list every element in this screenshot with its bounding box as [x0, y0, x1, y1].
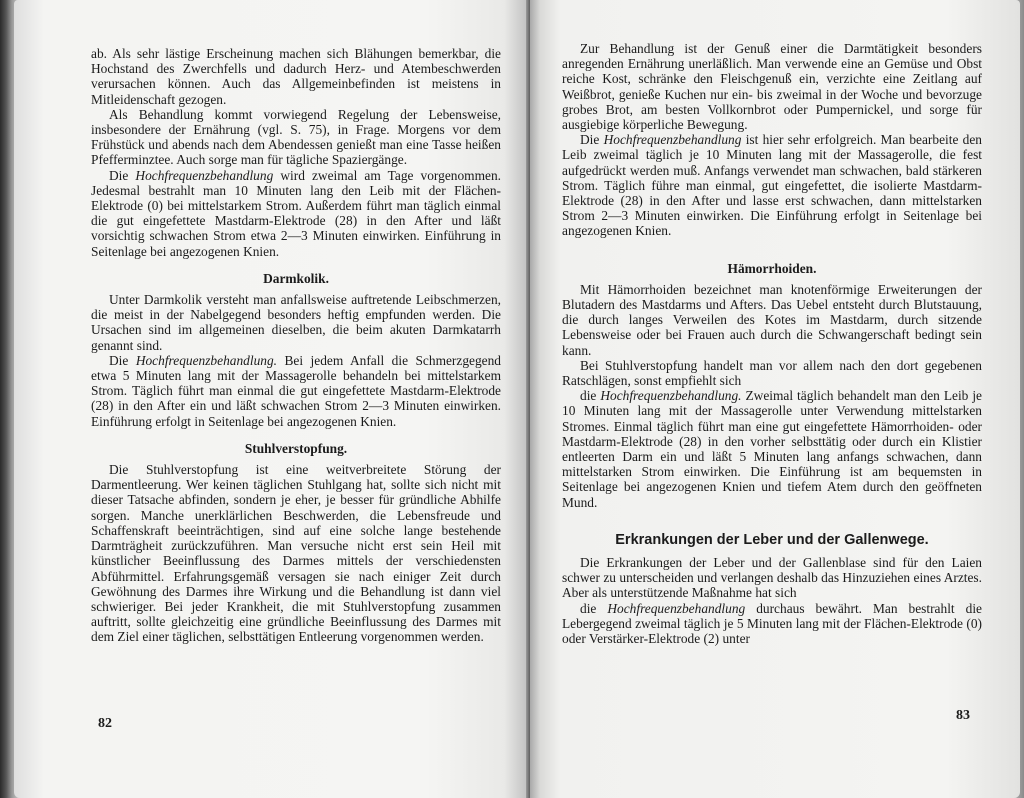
left-paragraph-5-em: Hochfrequenzbehandlung.	[135, 352, 278, 368]
left-paragraph-4: Unter Darmkolik versteht man anfallsweise auftretende Leibschmerzen, die meist in der Nabelgegend besonders heftig empfunden werden. Die Ursachen sind im allgemeinen dieselben, die beim akuten Darmkatarrh genannt sind.	[91, 292, 501, 353]
right-paragraph-5-em: Hochfrequenzbehandlung.	[600, 388, 742, 404]
right-paragraph-7-post: durchaus bewährt. Man bestrahlt die Lebergegend zweimal täglich je 5 Minuten lang mit der Flächen-Elektrode (0) oder Verstärker-Elektrode (2) unter	[562, 600, 982, 646]
left-page	[14, 0, 530, 798]
left-paragraph-5	[91, 353, 501, 429]
left-paragraph-3-em: Hochfrequenzbehandlung	[135, 167, 274, 183]
left-paragraph-2: Als Behandlung kommt vorwiegend Regelung der Lebensweise, insbesondere der Ernährung (vgl. S. 75), in Frage. Morgens vor dem Frühstück und abends nach dem Abendessen genießt man eine Tasse heißen Pfefferminztee. Auch sorge man für tägliche Spaziergänge.	[91, 106, 501, 168]
left-paragraph-5-post: Bei jedem Anfall die Schmerzgegend etwa 5 Minuten lang mit der Massagerolle behandeln bei mittelstarkem Strom. Täglich führt man einmal die gut eingefettete Mastdarm-Elektrode (28) in den After ein und läßt schwachen Strom 2—3 Minuten einwirken. Einführung erfolgt in Seitenlage bei angezogenen Knien.	[91, 352, 501, 429]
page-number-left: 82	[98, 716, 112, 731]
left-paragraph-6: Die Stuhlverstopfung ist eine weitverbreitete Störung der Darmentleerung. Wer keinen täglichen Stuhlgang hat, sollte sich nicht mit dieser Tatsache abfinden, sondern je eher, je besser für gründliche Abhilfe sorgen. Manche unerklärlichen Beschwerden, die Lebensfreude und Schaffenskraft beeinträchtigen, sind auf eine solche lange bestehende Darmträgheit zurückzuführen. Man versuche nicht erst sein Heil mit künstlicher Beeinflussung des Darmes mittels der verschiedensten Abführmittel. Erfahrungsgemäß versagen sie nach einiger Zeit durch Gewöhnung des Darmes ihre Wirkung und die Behandlung ist dann viel schwieriger. Bei jeder Krankheit, die mit Stuhlverstopfung zusammen auftritt, sollte gleichzeitig eine gründliche Beeinflussung des Darmes mit dem Ziel einer täglichen, selbsttätigen Entleerung vorgenommen werden.	[91, 462, 501, 645]
right-page-text	[562, 41, 982, 646]
page-number-right: 83	[956, 708, 970, 723]
right-paragraph-2-em: Hochfrequenzbehandlung	[603, 132, 742, 148]
right-paragraph-3: Mit Hämorrhoiden bezeichnet man knotenförmige Erweiterungen der Blutadern des Mastdarms und Afters. Das Uebel entsteht durch Blutstauung, die durch langes Verweilen des Kotes im Mastdarm, durch sitzende Lebensweise oder bei Frauen auch durch die Schwangerschaft bedingt sein kann.	[562, 281, 982, 358]
left-paragraph-3-post: wird zweimal am Tage vorgenommen. Jedesmal bestrahlt man 10 Minuten lang den Leib mit der Flächen-Elektrode (0) bei mittelstarkem Strom. Außerdem führt man täglich einmal die gut eingefettete Mastdarm-Elektrode (28) in den After und läßt vorsichtig schwachen Strom etwa 2—3 Minuten einwirken. Einführung in Seitenlage bei angezogenen Knien.	[91, 167, 501, 259]
right-paragraph-6: Die Erkrankungen der Leber und der Gallenblase sind für den Laien schwer zu unterscheiden und verlangen deshalb das Hinzuziehen eines Arztes. Aber als unterstützende Maßnahme hat sich	[562, 554, 982, 601]
heading-stuhlverstopfung: Stuhlverstopfung.	[244, 440, 348, 456]
heading-darmkolik: Darmkolik.	[263, 270, 329, 286]
right-paragraph-5-pre: die	[580, 388, 601, 404]
right-paragraph-7-em: Hochfrequenzbehandlung	[607, 600, 746, 616]
right-paragraph-2-pre: Die	[580, 132, 604, 148]
right-paragraph-1: Zur Behandlung ist der Genuß einer die Darmtätigkeit besonders anregenden Ernährung unerläßlich. Man verwende eine an Gemüse und Obst reiche Kost, schränke den Fleischgenuß ein, verzichte eine Zeitlang auf Weißbrot, genieße Kuchen nur ein- bis zweimal in der Woche und bevorzuge grobes Brot, am besten Vollkornbrot oder Pumpernickel, und sorge für ausgiebige körperliche Bewegung.	[562, 41, 982, 133]
right-page	[530, 0, 1020, 798]
heading-leber-gallenwege: Erkrankungen der Leber und der Gallenwege.	[615, 531, 929, 548]
right-paragraph-2-post: ist hier sehr erfolgreich. Man bearbeite den Leib zweimal täglich je 10 Minuten lang mit der Massagerolle, die fest aufgedrückt werden muß. Anfangs verwendet man schwachen, bald stärkeren Strom. Täglich führe man einmal, gut eingefettet, die isolierte Mastdarm-Elektrode (28) in den After und lasse erst schwachen, dann mittelstarken Strom 2—3 Minuten einwirken. Die Einführung erfolgt in Seitenlage bei angezogenen Knien.	[562, 132, 982, 239]
left-paragraph-5-pre: Die	[109, 352, 136, 368]
right-paragraph-7	[562, 601, 982, 647]
right-paragraph-4: Bei Stuhlverstopfung handelt man vor allem nach den dort gegebenen Ratschlägen, sonst empfiehlt sich	[562, 357, 982, 389]
left-paragraph-3-pre: Die	[109, 167, 136, 183]
right-paragraph-5	[562, 388, 982, 510]
heading-haemorrhoiden: Hämorrhoiden.	[727, 260, 817, 276]
right-paragraph-2	[562, 132, 982, 238]
right-paragraph-5-post: Zweimal täglich behandelt man den Leib je 10 Minuten lang mit der Massagerolle unter Verwendung mittelstarken Stromes. Einmal täglich führt man eine gut eingefettete Hämorrhoiden- oder Mastdarm-Elektrode (28) in den vorher selbsttätig oder durch ein Klistier entleerten Darm ein und läßt 5 Minuten lang anfangs schwachen, dann mittelstarken Strom einwirken. Die Einführung ist am bequemsten in Seitenlage bei angezogenen Knien und tiefem Atem durch den geöffneten Mund.	[562, 388, 982, 510]
right-paragraph-7-pre: die	[580, 600, 608, 616]
left-paragraph-1: ab. Als sehr lästige Erscheinung machen sich Blähungen bemerkbar, die Hochstand des Zwerchfells und dadurch Herz- und Atembeschwerden verursachen können. Auch das Allgemeinbefinden ist meistens in Mitleidenschaft gezogen.	[91, 46, 501, 107]
left-paragraph-3	[91, 168, 501, 259]
left-page-text	[91, 46, 501, 645]
